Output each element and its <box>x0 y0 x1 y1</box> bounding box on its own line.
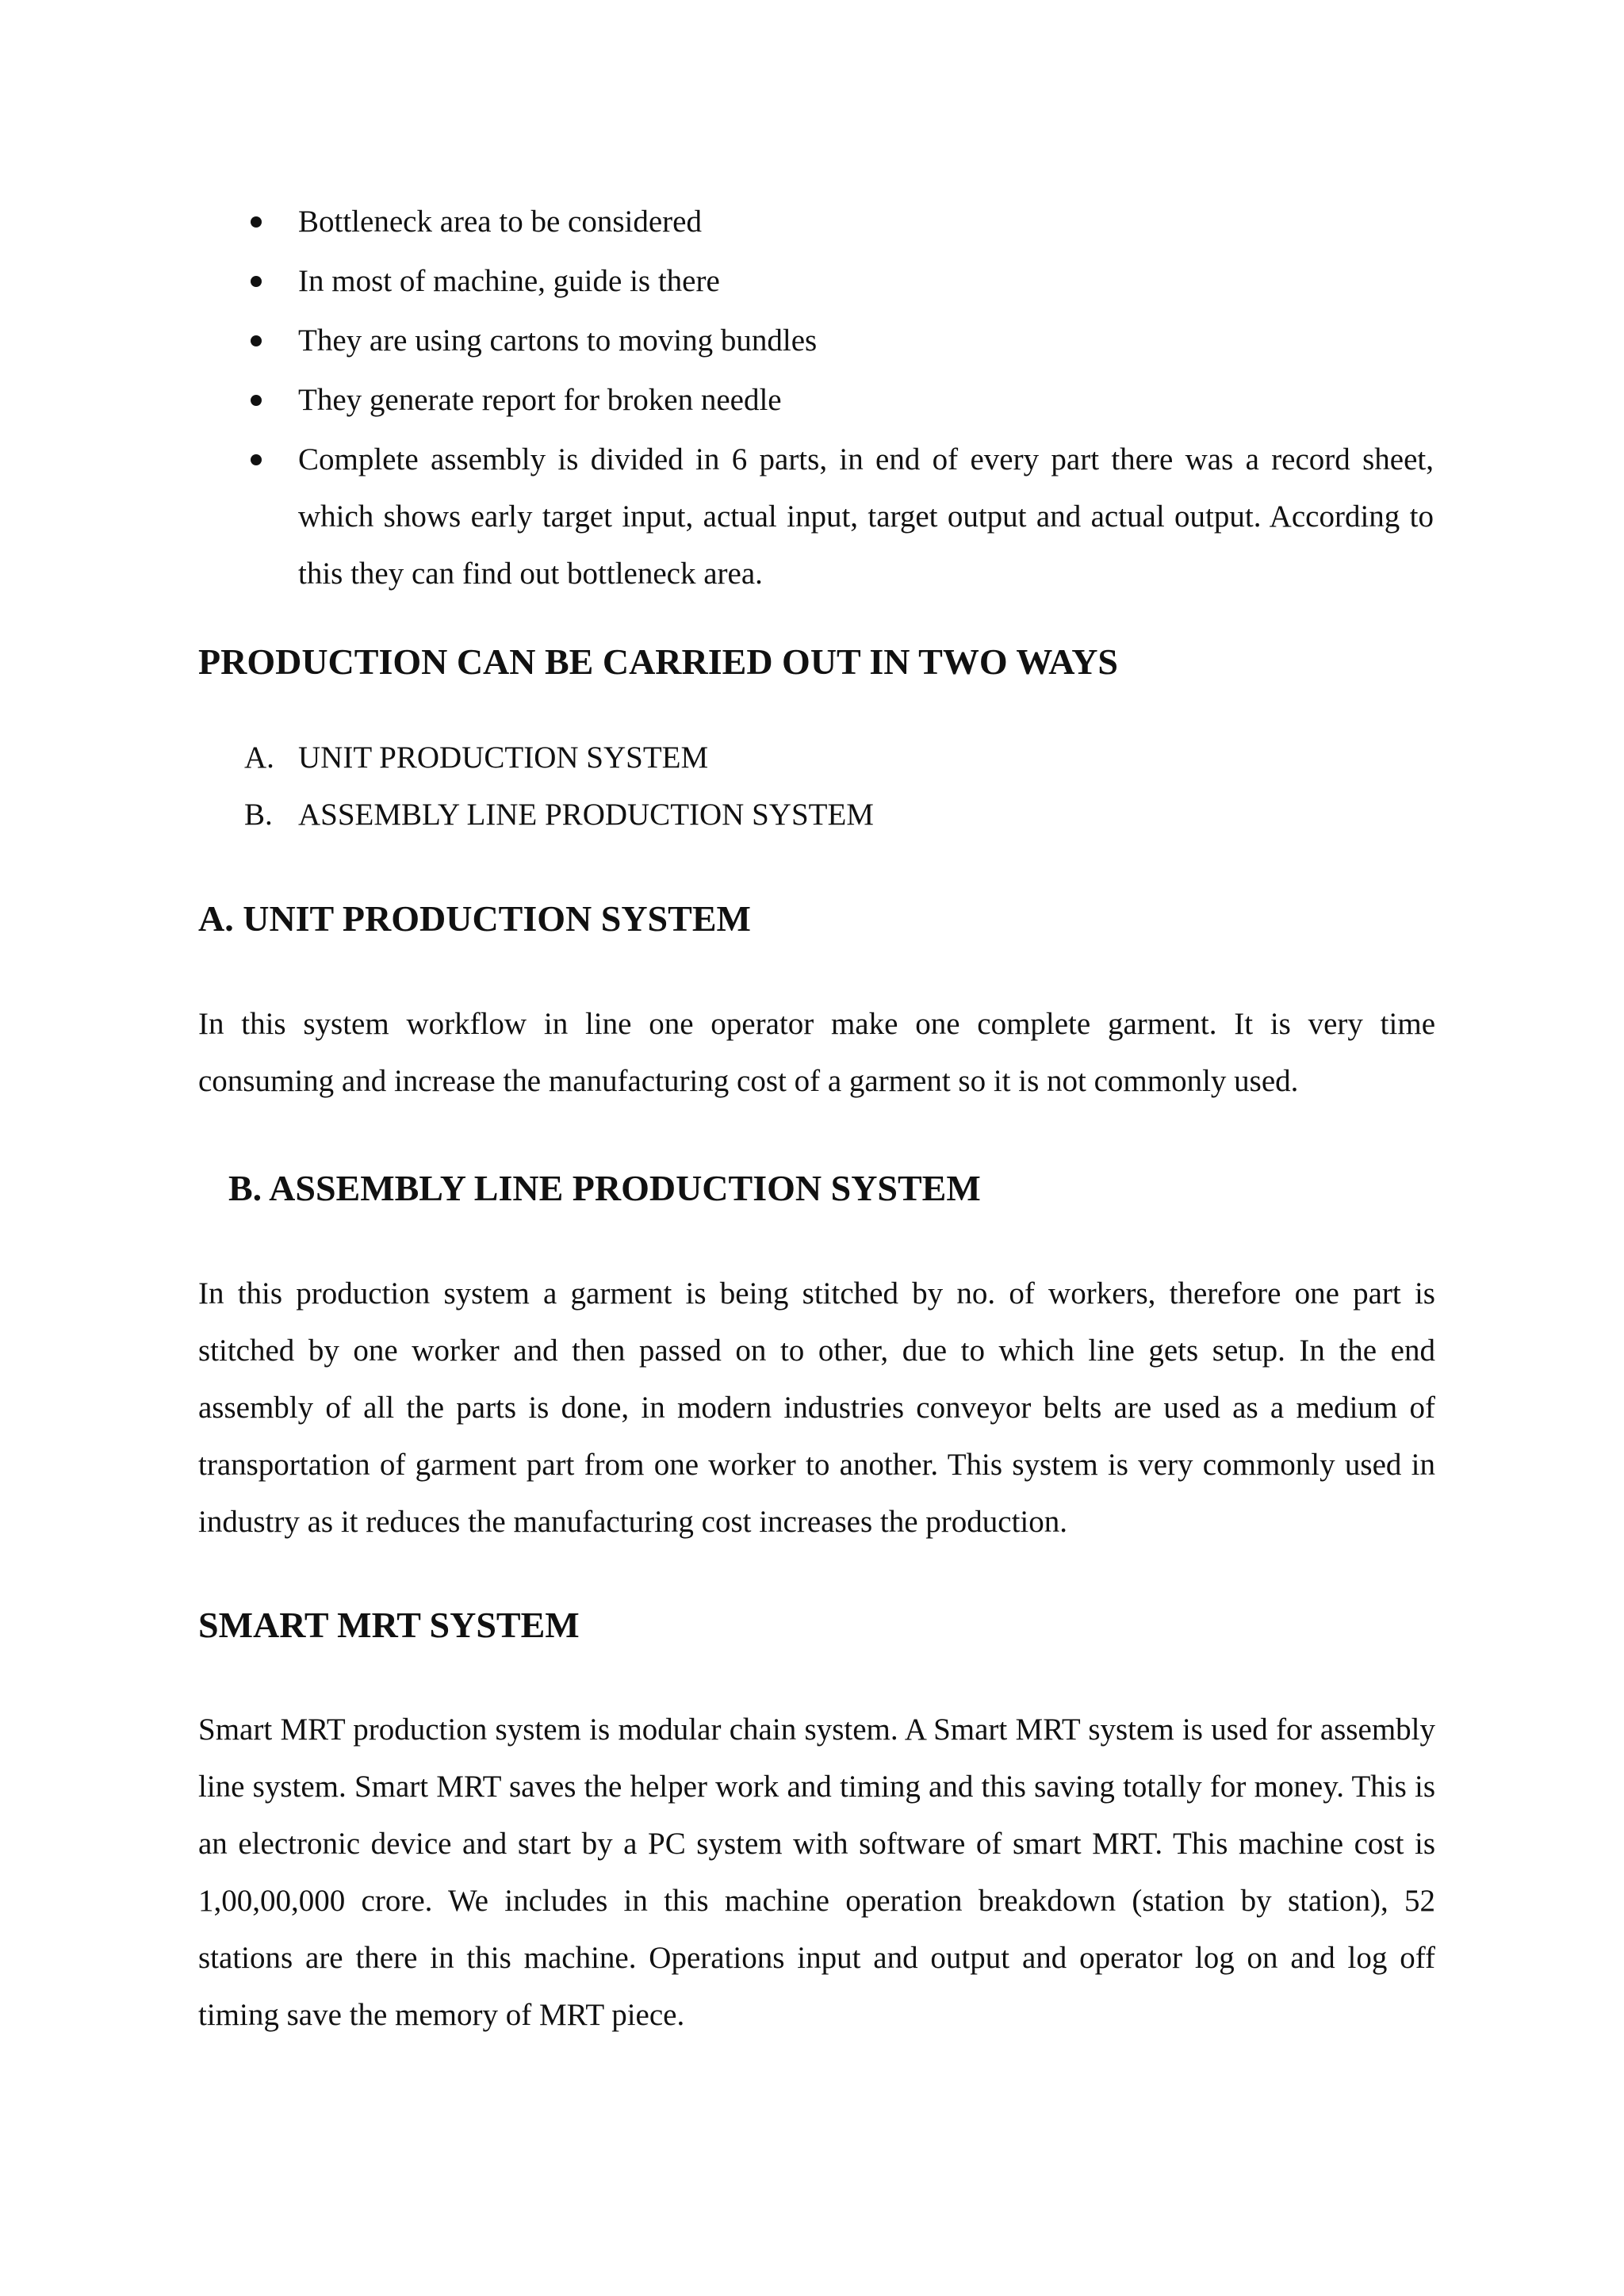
list-item-text: In most of machine, guide is there <box>298 264 720 298</box>
bullet-icon <box>251 216 262 228</box>
bullet-icon <box>251 454 262 465</box>
list-item-text: Complete assembly is divided in 6 parts, in end of every part there was a record sheet, which shows early target input, actual input, target output and actual output. According to this they can find out bottleneck area. <box>298 442 1434 591</box>
bullet-icon <box>251 276 262 287</box>
list-item <box>244 253 1434 310</box>
section-heading-production-ways: PRODUCTION CAN BE CARRIED OUT IN TWO WAYS <box>198 641 1119 682</box>
paragraph-assembly-line: In this production system a garment is being stitched by no. of workers, therefore one part is stitched by one worker and then passed on to other, due to which line gets setup. In the end assembly of all the parts is done, in modern industries conveyor belts are used as a medium of transportation of garment part from one worker to another. This system is very commonly used in industry as it reduces the manufacturing cost increases the production. <box>198 1276 1435 1539</box>
section-heading-unit-production: A. UNIT PRODUCTION SYSTEM <box>198 898 751 939</box>
list-marker: A. <box>244 740 274 775</box>
list-item-text: They generate report for broken needle <box>298 383 782 417</box>
bullet-icon <box>251 395 262 406</box>
paragraph-smart-mrt: Smart MRT production system is modular chain system. A Smart MRT system is used for assembly line system. Smart MRT saves the helper work and timing and this saving totally for money. This is an electronic device and start by a PC system with software of smart MRT. This machine cost is 1,00,00,000 crore. We includes in this machine operation breakdown (station by station), 52 stations are there in this machine. Operations input and output and operator log on and log off timing save the memory of MRT piece. <box>198 1712 1435 2032</box>
list-item <box>244 312 1434 369</box>
list-item-text: ASSEMBLY LINE PRODUCTION SYSTEM <box>298 798 874 832</box>
list-item <box>244 431 1434 603</box>
list-item-text: UNIT PRODUCTION SYSTEM <box>298 740 709 775</box>
list-item-text: Bottleneck area to be considered <box>298 205 702 239</box>
paragraph-unit-production: In this system workflow in line one operator make one complete garment. It is very time consuming and increase the manufacturing cost of a garment so it is not commonly used. <box>198 1007 1435 1098</box>
list-marker: B. <box>244 798 273 832</box>
section-heading-smart-mrt: SMART MRT SYSTEM <box>198 1605 580 1645</box>
section-heading-assembly-line: B. ASSEMBLY LINE PRODUCTION SYSTEM <box>228 1168 981 1208</box>
list-item <box>244 193 1434 251</box>
list-item <box>244 786 1354 844</box>
list-item-text: They are using cartons to moving bundles <box>298 323 818 358</box>
bullet-list <box>244 193 1434 605</box>
list-item <box>244 729 1354 786</box>
ordered-list <box>244 729 1354 844</box>
bullet-icon <box>251 335 262 346</box>
list-item <box>244 372 1434 429</box>
